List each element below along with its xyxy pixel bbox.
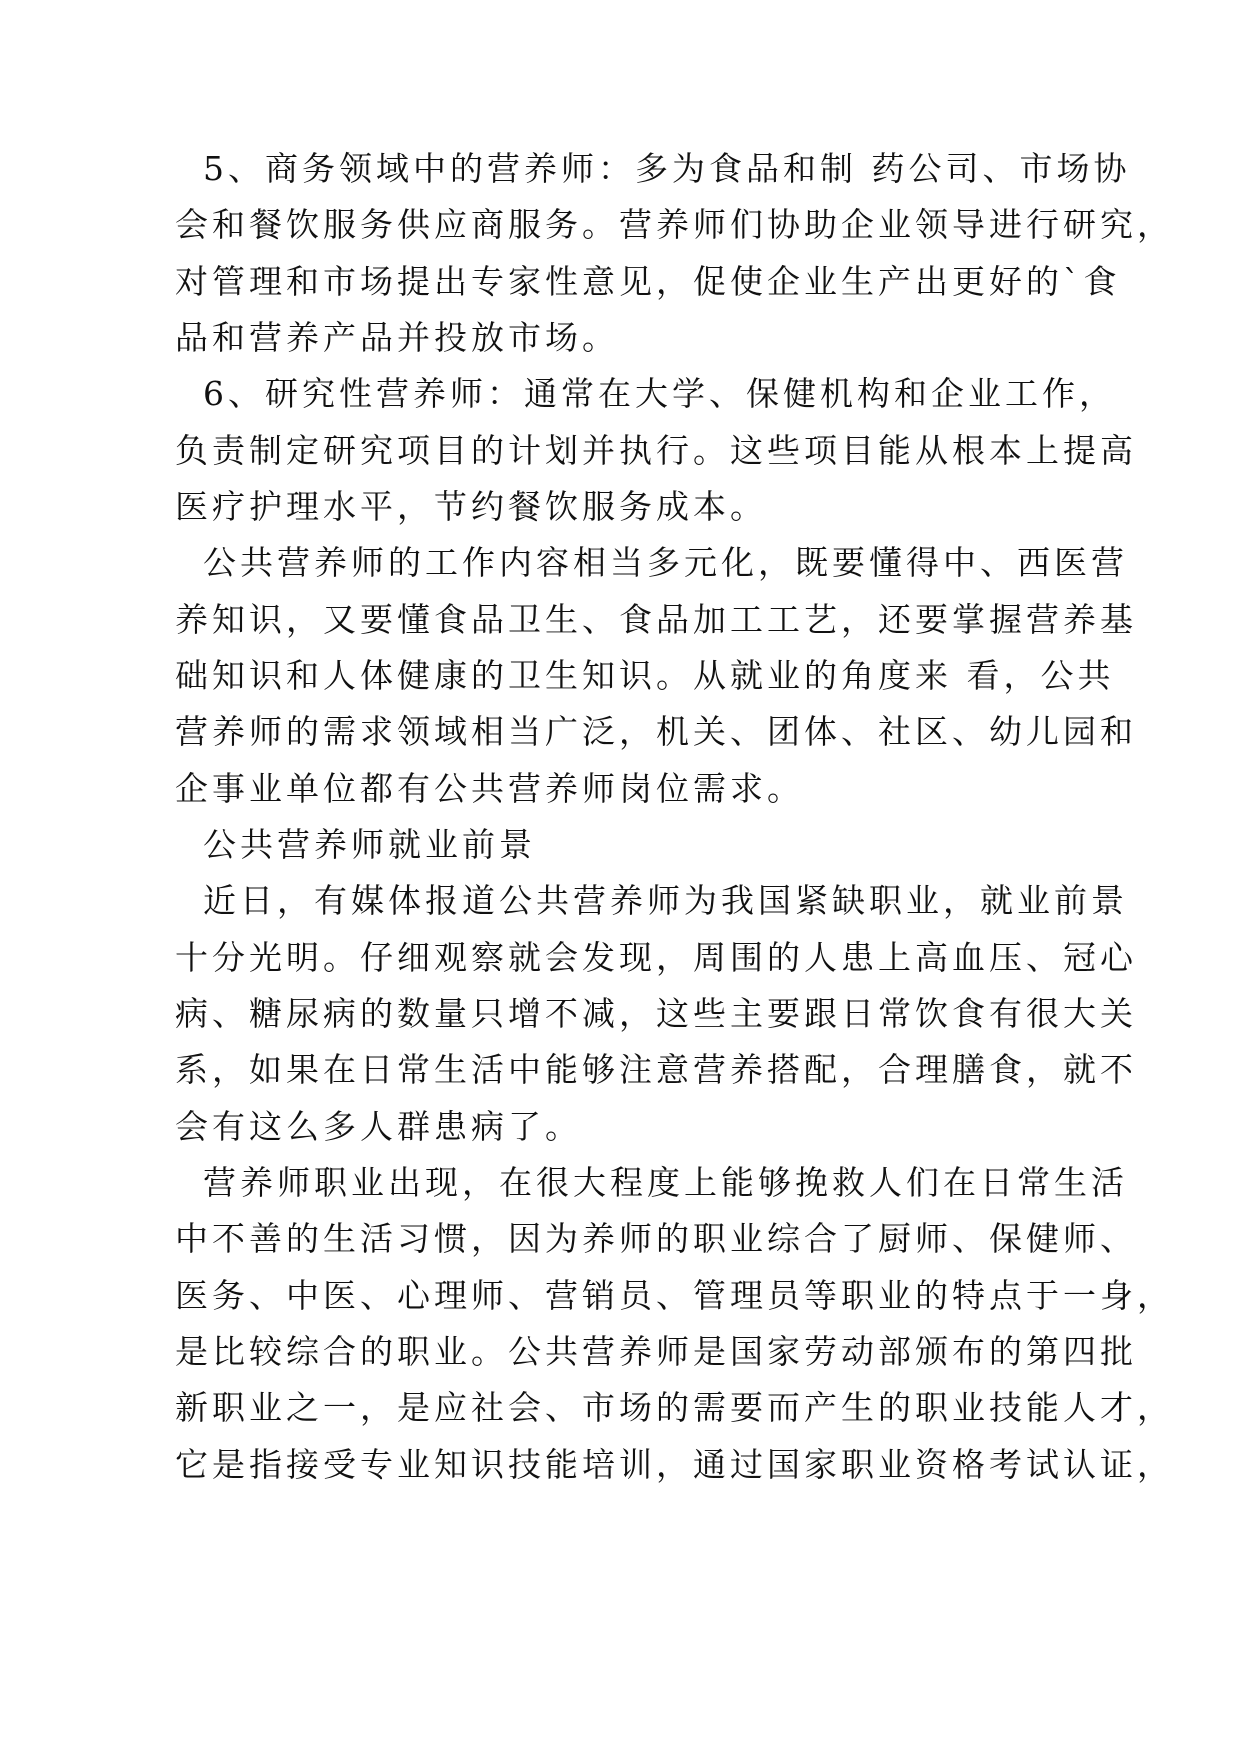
paragraph-3-line-4: 营养师的需求领域相当广泛，机关、团体、社区、幼儿园和 [175,712,1137,751]
paragraph-5-line-2: 中不善的生活习惯，因为养师的职业综合了厨师、保健师、 [175,1219,1137,1258]
paragraph-3-line-2: 养知识，又要懂食品卫生、食品加工工艺，还要掌握营养基 [175,600,1137,639]
paragraph-4-line-4: 系，如果在日常生活中能够注意营养搭配，合理膳食，就不 [175,1050,1137,1089]
paragraph-4-line-1: 近日，有媒体报道公共营养师为我国紧缺职业，就业前景 [203,881,1128,920]
paragraph-5-line-1: 营养师职业出现，在很大程度上能够挽救人们在日常生活 [203,1163,1128,1202]
paragraph-4-line-5: 会有这么多人群患病了。 [175,1107,582,1146]
paragraph-2-line-1: 6、研究性营养师：通常在大学、保健机构和企业工作， [203,374,1116,413]
paragraph-1-line-2: 会和餐饮服务供应商服务。营养师们协助企业领导进行研究， [175,205,1174,244]
paragraph-5-line-4: 是比较综合的职业。公共营养师是国家劳动部颁布的第四批 [175,1332,1137,1371]
paragraph-5-line-6: 它是指接受专业知识技能培训，通过国家职业资格考试认证， [175,1445,1174,1484]
paragraph-3-line-3: 础知识和人体健康的卫生知识。从就业的角度来 看，公共 [175,656,1115,695]
paragraph-1-line-4: 品和营养产品并投放市场。 [175,318,619,357]
paragraph-4-line-3: 病、糖尿病的数量只增不减，这些主要跟日常饮食有很大关 [175,994,1137,1033]
section-heading: 公共营养师就业前景 [203,825,536,864]
paragraph-1-line-3: 对管理和市场提出专家性意见，促使企业生产出更好的`食 [175,262,1121,301]
paragraph-4-line-2: 十分光明。仔细观察就会发现，周围的人患上高血压、冠心 [175,938,1137,977]
paragraph-5-line-5: 新职业之一，是应社会、市场的需要而产生的职业技能人才， [175,1388,1174,1427]
paragraph-2-line-2: 负责制定研究项目的计划并执行。这些项目能从根本上提高 [175,431,1137,470]
paragraph-5-line-3: 医务、中医、心理师、营销员、管理员等职业的特点于一身， [175,1276,1174,1315]
paragraph-2-line-3: 医疗护理水平，节约餐饮服务成本。 [175,487,767,526]
paragraph-1-line-1: 5、商务领域中的营养师：多为食品和制 药公司、市场协 [203,149,1131,188]
paragraph-3-line-1: 公共营养师的工作内容相当多元化，既要懂得中、西医营 [203,543,1128,582]
paragraph-3-line-5: 企事业单位都有公共营养师岗位需求。 [175,769,804,808]
